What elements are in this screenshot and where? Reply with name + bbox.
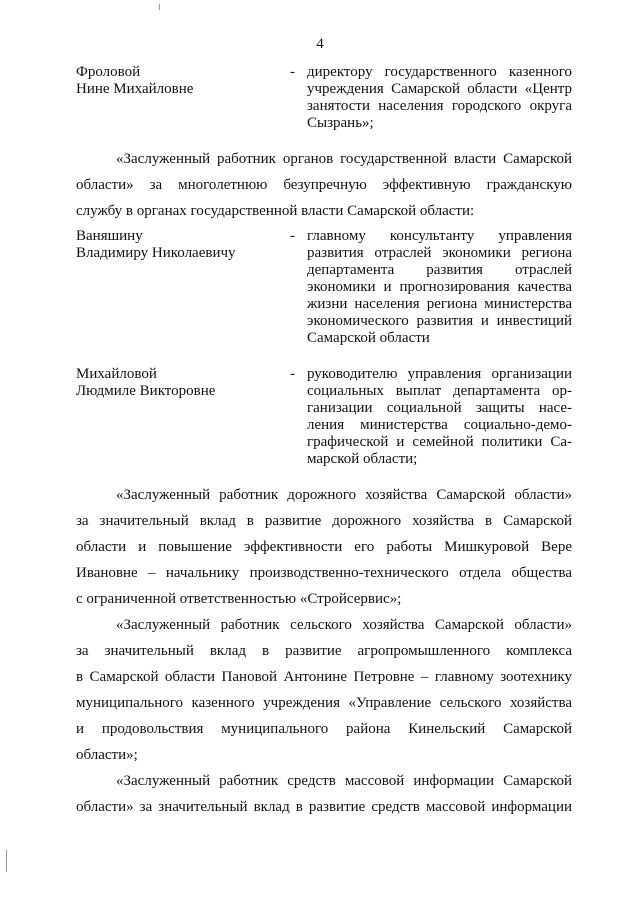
dash: - (290, 64, 295, 80)
award-paragraph: «Заслуженный работник средств массовой информации Самарской области» за значительный вклад в развитие средств массовой информации (76, 773, 572, 815)
recipient-name: Фроловой Нине Михайловне (76, 64, 194, 97)
dash: - (290, 228, 295, 244)
award-paragraph: «Заслуженный работник органов государственной власти Самарской области» за многолетнюю безупречную эффективную гражданскую службу в органах государственной власти Самарской области: (76, 151, 572, 219)
award-paragraph: «Заслуженный работник сельского хозяйства Самарской области» за значительный вклад в развитие агропромышленного комплекса в Самарской области Пановой Антонине Петровне – главному зоотехнику муниципального казенного учреждения «Управление сельского хозяйства и продовольствия муниципального района Кинельский Самарской области»; (76, 617, 572, 763)
scan-mark-top (159, 4, 160, 10)
recipient-name: Ваняшину Владимиру Николаевичу (76, 228, 236, 261)
recipient-name: Михайловой Людмиле Викторовне (76, 366, 216, 399)
recipient-position: главному консультанту управления развития отраслей экономики региона департамента развития отраслей экономики и прогнозирования качества жизни населения региона министерства экономического развития и инвестиций Самарской области (307, 228, 572, 346)
page-number: 4 (316, 36, 324, 52)
recipient-position: директору государственного казенного учреждения Самарской области «Центр занятости населения городского округа Сызрань»; (307, 64, 572, 131)
recipient-position: руководителю управления организации социальных выплат департамента ор- ганизации социальной защиты насе- ления министерства социально-демо- графической и семейной политики Са- марской области; (307, 366, 572, 467)
award-paragraph: «Заслуженный работник дорожного хозяйства Самарской области» за значительный вклад в развитие дорожного хозяйства в Самарской области и повышение эффективности его работы Мишкуровой Вере Ивановне – начальнику производственно-технического отдела общества с ограниченной ответственностью «Стройсервис»; (76, 487, 572, 607)
dash: - (290, 366, 295, 382)
scan-mark-left (6, 850, 7, 872)
